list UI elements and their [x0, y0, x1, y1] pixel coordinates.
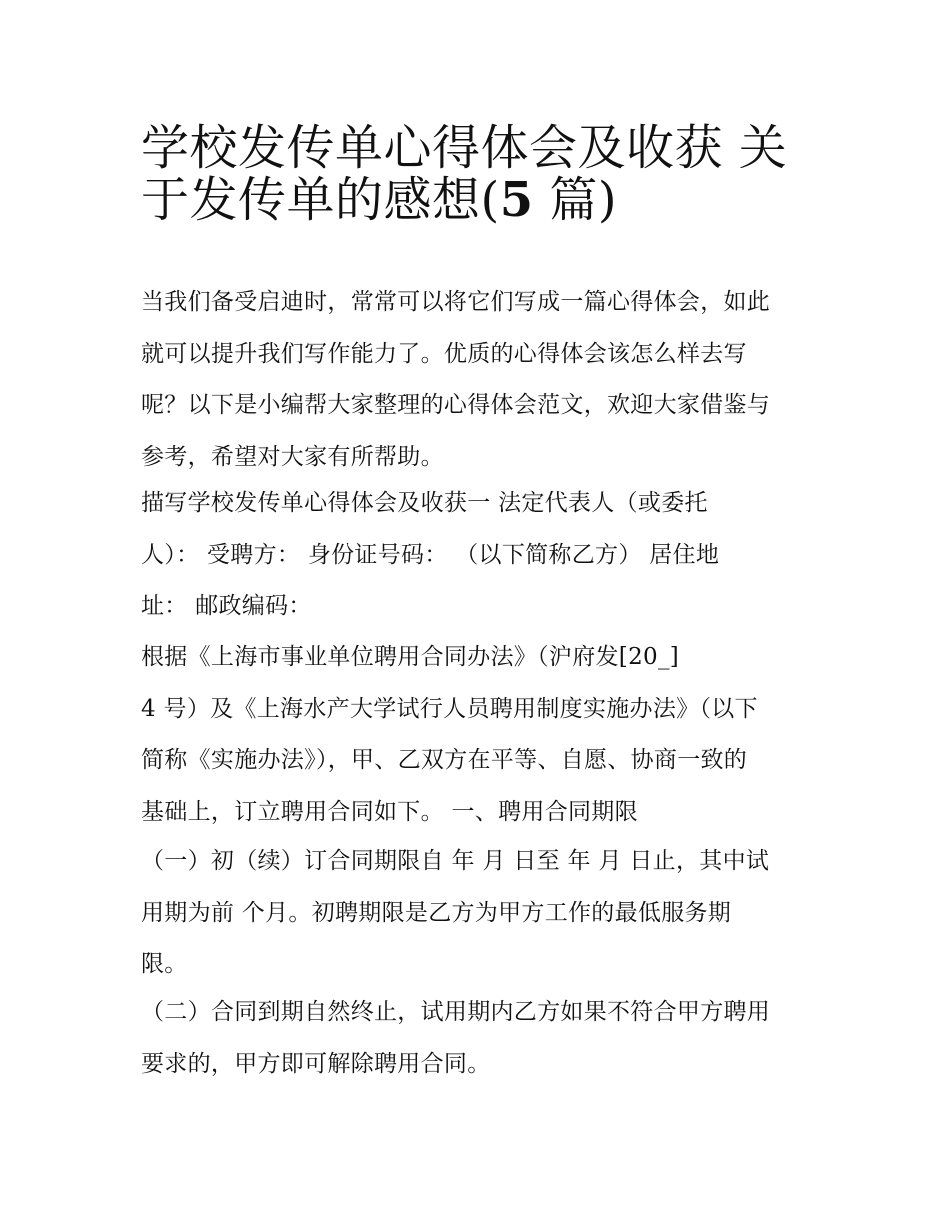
text-line: 描写学校发传单心得体会及收获一 法定代表人（或委托 — [141, 490, 708, 516]
title-line-1: 学校发传单心得体会及收获 关 — [141, 120, 788, 176]
text-line: 基础上，订立聘用合同如下。 一、聘用合同期限 — [141, 798, 638, 825]
text-line: 4 号）及《上海水产大学试行人员聘用制度实施办法》（以下 — [141, 695, 758, 722]
title-line-2-start: 于发传单的感想( — [141, 171, 500, 228]
text-line: （一）初（续）订合同期限自 年 月 日至 年 月 日止，其中试 — [141, 848, 770, 874]
legal-basis-paragraph — [141, 632, 821, 838]
text-line: 限。 — [141, 951, 188, 977]
text-line: 用期为前 个月。初聘期限是乙方为甲方工作的最低服务期 — [141, 899, 732, 926]
intro-paragraph — [141, 277, 821, 483]
text-line: 要求的，甲方即可解除聘用合同。 — [141, 1050, 491, 1077]
text-line: 当我们备受启迪时，常常可以将它们写成一篇心得体会，如此 — [141, 289, 771, 315]
text-line: 参考，希望对大家有所帮助。 — [141, 443, 444, 470]
contract-expiry-paragraph — [141, 987, 821, 1090]
text-line: 根据《上海市事业单位聘用合同办法》（沪府发[20_] — [141, 644, 680, 670]
document-title — [141, 112, 821, 228]
text-line: 呢？以下是小编帮大家整理的心得体会范文，欢迎大家借鉴与 — [141, 392, 771, 418]
title-line-2-end: 篇) — [533, 171, 618, 228]
contract-term-paragraph — [141, 836, 821, 991]
text-line: （二）合同到期自然终止，试用期内乙方如果不符合甲方聘用 — [141, 999, 771, 1025]
text-line: 人）： 受聘方： 身份证号码： （以下简称乙方） 居住地 — [141, 541, 720, 568]
text-line: 址： 邮政编码： — [141, 593, 312, 619]
text-line: 简称《实施办法》），甲、乙双方在平等、自愿、协商一致的 — [141, 747, 748, 773]
text-line: 就可以提升我们写作能力了。优质的心得体会该怎么样去写 — [141, 340, 747, 367]
party-info-paragraph — [141, 478, 821, 633]
title-count: 5 — [499, 171, 534, 228]
